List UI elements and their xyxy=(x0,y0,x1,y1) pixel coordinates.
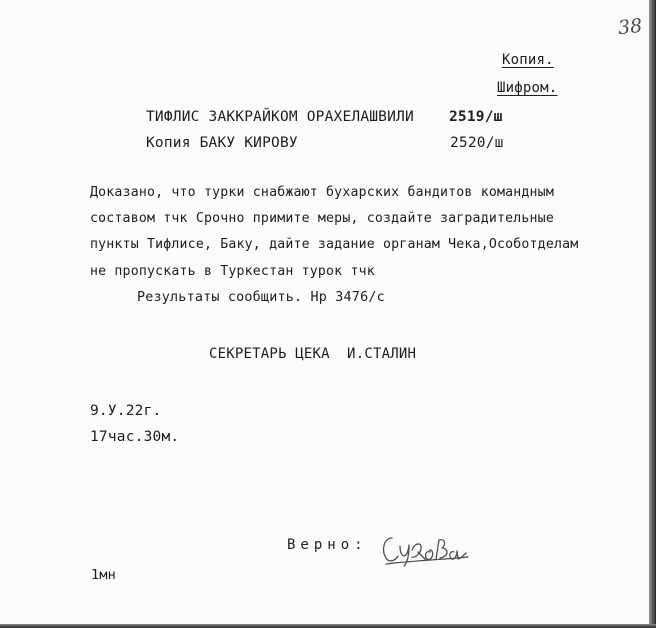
body-line-2: составом тчк Срочно примите меры, создайте заградительные xyxy=(90,211,554,226)
page-number: 38 xyxy=(616,14,644,40)
handwritten-signature xyxy=(378,528,472,568)
time-line: 17час.30м. xyxy=(90,429,180,445)
certification-label: Верно: xyxy=(287,537,368,553)
date-line: 9.У.22г. xyxy=(90,403,162,419)
cipher-mark: Шифром. xyxy=(497,80,558,96)
addressee-number-2: 2520/ш xyxy=(450,135,504,151)
results-line: Результаты сообщить. Нр 3476/с xyxy=(137,290,385,305)
footer-mark: 1мн xyxy=(91,567,116,583)
body-line-3: пункты Тифлисе, Баку, дайте задание органам Чека,Особотделам xyxy=(90,237,579,252)
addressee-line-1: ТИФЛИС ЗАККРАЙКОМ ОРАХЕЛАШВИЛИ xyxy=(146,109,414,125)
addressee-line-2: Копия БАКУ КИРОВУ xyxy=(146,135,298,151)
scan-edge-bottom xyxy=(0,624,656,628)
signature-line: СЕКРЕТАРЬ ЦЕКА И.СТАЛИН xyxy=(209,346,417,362)
scan-edge-right xyxy=(649,0,656,628)
body-line-1: Доказано, что турки снабжают бухарских бандитов командным xyxy=(90,185,554,200)
copy-mark: Копия. xyxy=(502,52,554,68)
addressee-number-1: 2519/ш xyxy=(449,109,503,125)
body-line-4: не пропускать в Туркестан турок тчк xyxy=(90,264,375,279)
